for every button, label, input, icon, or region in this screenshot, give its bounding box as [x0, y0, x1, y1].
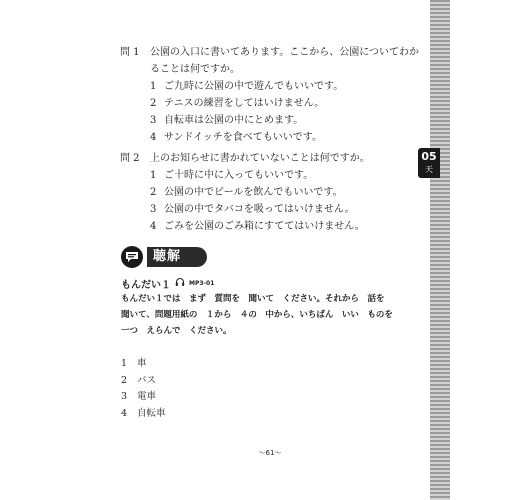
mondai-label: もんだい１ [121, 280, 171, 291]
page-number: ～61～ [258, 449, 282, 457]
question-text: 公園の入口に書いてあります。ここから、公園についてわか ることは何ですか。 [150, 47, 419, 75]
speech-bubble-icon [121, 246, 143, 268]
answer-options [121, 356, 166, 422]
mp3-track: MP3-01 [189, 280, 215, 287]
section-header [121, 246, 207, 268]
chapter-label: 天 [425, 165, 433, 174]
chapter-tab [418, 148, 440, 178]
option-item: 1 車 [121, 358, 147, 369]
edge-stripe [430, 0, 450, 500]
question-1 [120, 44, 420, 146]
option-item: 4 自転車 [121, 407, 166, 419]
option-list [150, 167, 420, 235]
option-item: 1 ご九時に公園の中で遊んでもいいです。 [150, 81, 344, 92]
option-item: 4 ごみを公園のごみ箱にすててはいけません。 [150, 221, 365, 232]
option-item: 2 バス [121, 374, 157, 386]
option-item: 3 自転車は公園の中にとめます。 [150, 115, 304, 126]
mondai-instruction: もんだい１では まず 質問を 聞いて ください。それから 話を 聞いて、問題用紙の １から ４の 中から、いちばん いい ものを 一つ えらんで ください。 [121, 294, 393, 336]
section-title: 聴解 [147, 247, 207, 267]
question-number: 問 1 [120, 47, 140, 58]
option-item: 3 電車 [121, 391, 157, 402]
question-text: 上のお知らせに書かれていないことは何ですか。 [150, 153, 370, 164]
option-item: 4 サンドイッチを食べてもいいです。 [150, 132, 322, 143]
mondai-title [121, 276, 214, 291]
option-list [150, 78, 420, 146]
option-item: 2 公園の中でビールを飲んでもいいです。 [150, 187, 343, 198]
option-item: 1 ご十時に中に入ってもいいです。 [150, 170, 314, 181]
headphones-icon [175, 277, 185, 290]
option-item: 3 公園の中でタバコを吸ってはいけません。 [150, 204, 355, 215]
option-item: 2 テニスの練習をしてはいけません。 [150, 98, 325, 109]
chapter-number: 05 [421, 150, 437, 163]
question-2 [120, 150, 420, 235]
question-number: 問 2 [120, 153, 140, 164]
